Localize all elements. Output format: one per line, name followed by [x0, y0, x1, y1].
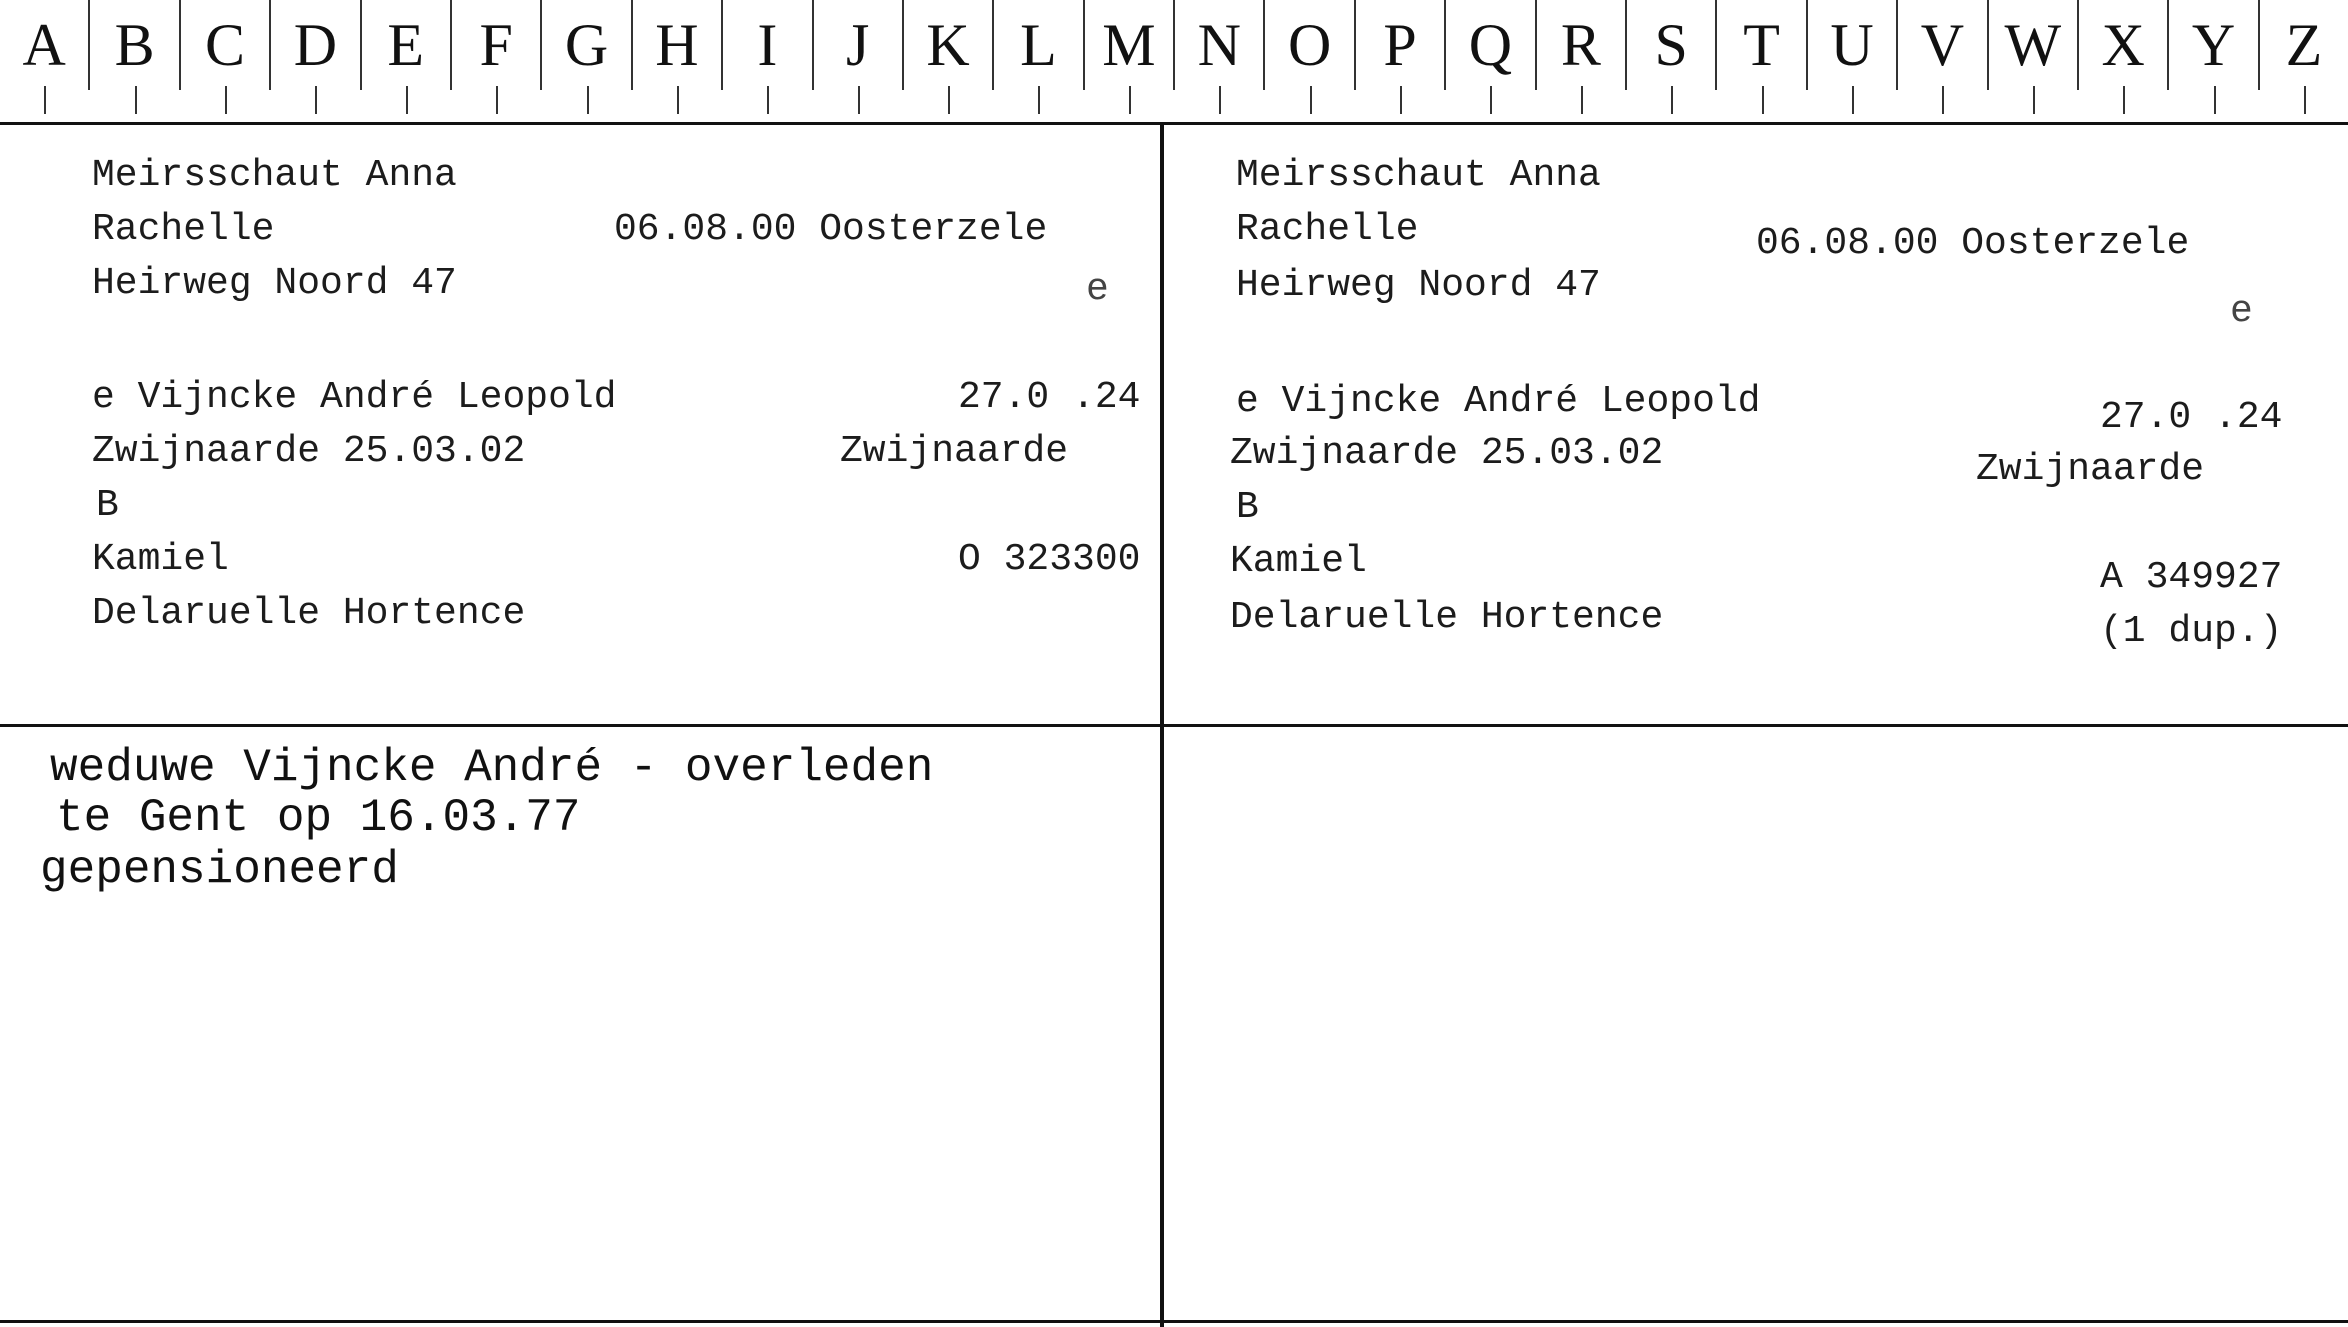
left-spouse: e Vijncke André Leopold [92, 376, 617, 419]
index-letter-q: Q [1444, 0, 1534, 90]
left-marriage-place: Zwijnaarde [840, 430, 1069, 473]
index-letter-f: F [450, 0, 540, 90]
left-address: Heirweg Noord 47 [92, 262, 457, 305]
right-mark: e [2230, 290, 2253, 333]
index-letter-r: R [1535, 0, 1625, 90]
right-birth: 06.08.00 Oosterzele [1756, 222, 2190, 265]
left-mark: e [1086, 268, 1109, 311]
index-letter-e: E [360, 0, 450, 90]
index-letter-b: B [88, 0, 178, 90]
right-mother: Delaruelle Hortence [1230, 596, 1664, 639]
left-given-name: Rachelle [92, 208, 275, 251]
note-line-3: gepensioneerd [40, 844, 399, 896]
index-letter-m: M [1083, 0, 1173, 90]
index-letter-j: J [812, 0, 902, 90]
index-letter-l: L [992, 0, 1082, 90]
right-duplicate: (1 dup.) [2100, 610, 2283, 653]
right-address: Heirweg Noord 47 [1236, 264, 1601, 307]
index-letter-k: K [902, 0, 992, 90]
right-surname: Meirsschaut Anna [1236, 154, 1601, 197]
alphabet-index-strip [0, 0, 2348, 124]
note-line-1: weduwe Vijncke André - overleden [50, 742, 934, 794]
right-number: A 349927 [2100, 556, 2283, 599]
right-spouse: e Vijncke André Leopold [1236, 380, 1761, 423]
strip-bottom-rule [0, 122, 2348, 125]
right-marriage-place: Zwijnaarde [1976, 448, 2205, 491]
right-father: Kamiel [1230, 540, 1367, 583]
index-letter-z: Z [2258, 0, 2348, 90]
left-code: B [96, 484, 119, 527]
index-letter-g: G [540, 0, 630, 90]
left-mother: Delaruelle Hortence [92, 592, 526, 635]
index-letter-c: C [179, 0, 269, 90]
left-marriage-date: 27.0 .24 [958, 376, 1141, 419]
right-code: B [1236, 486, 1259, 529]
index-letter-y: Y [2167, 0, 2257, 90]
index-letter-p: P [1354, 0, 1444, 90]
alphabet-row [0, 0, 2348, 96]
left-birth: 06.08.00 Oosterzele [614, 208, 1048, 251]
index-letter-s: S [1625, 0, 1715, 90]
bottom-rule [0, 1320, 2348, 1323]
index-letter-x: X [2077, 0, 2167, 90]
left-father: Kamiel [92, 538, 229, 581]
index-letter-i: I [721, 0, 811, 90]
index-letter-a: A [0, 0, 88, 90]
right-marriage-date: 27.0 .24 [2100, 396, 2283, 439]
horizontal-divider [0, 724, 2348, 727]
index-letter-u: U [1806, 0, 1896, 90]
index-letter-t: T [1715, 0, 1805, 90]
index-letter-o: O [1263, 0, 1353, 90]
left-spouse-birth: Zwijnaarde 25.03.02 [92, 430, 526, 473]
index-letter-v: V [1896, 0, 1986, 90]
index-letter-h: H [631, 0, 721, 90]
index-letter-n: N [1173, 0, 1263, 90]
note-line-2: te Gent op 16.03.77 [56, 792, 581, 844]
left-surname: Meirsschaut Anna [92, 154, 457, 197]
index-letter-d: D [269, 0, 359, 90]
right-spouse-birth: Zwijnaarde 25.03.02 [1230, 432, 1664, 475]
left-number: O 323300 [958, 538, 1141, 581]
index-letter-w: W [1987, 0, 2077, 90]
right-given-name: Rachelle [1236, 208, 1419, 251]
